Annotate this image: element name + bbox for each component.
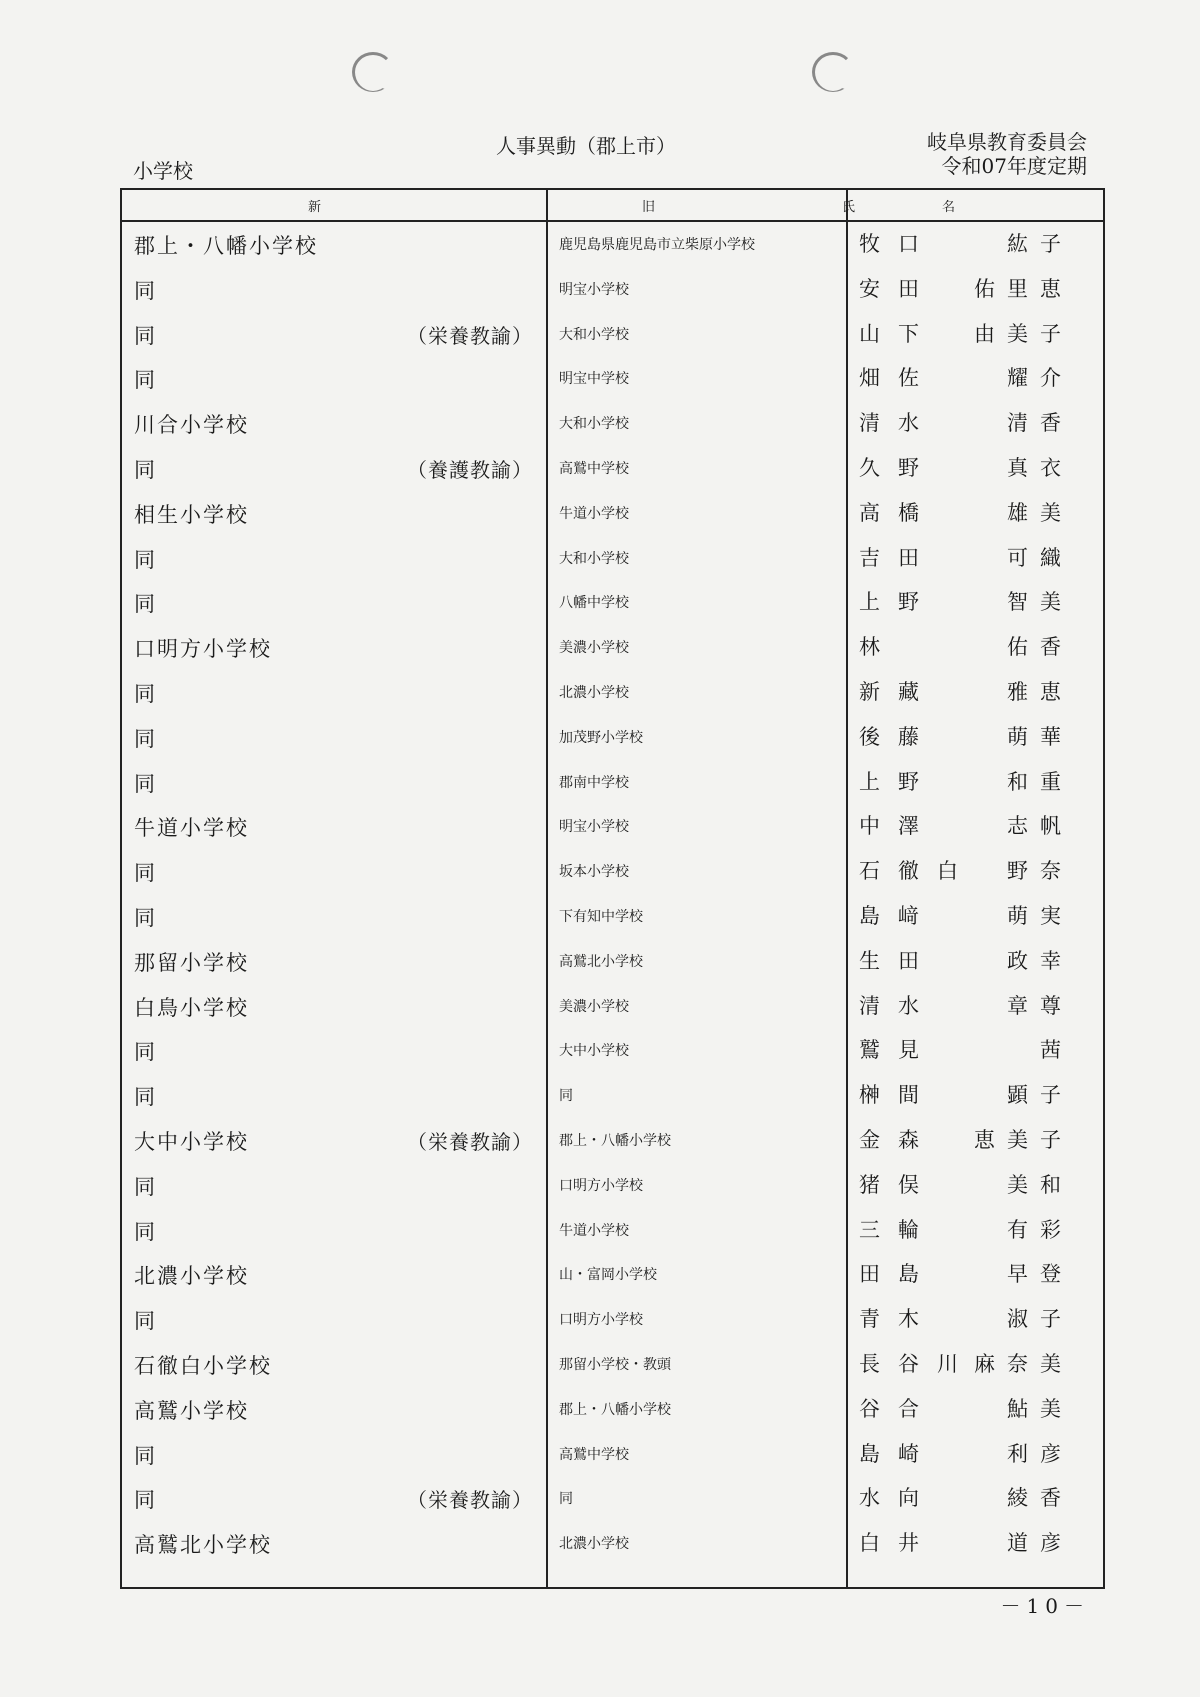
previous-school: 山・富岡小学校 <box>559 1267 657 1284</box>
new-school: 同 <box>134 726 157 751</box>
surname: 中澤 <box>859 814 937 839</box>
page-title: 人事異動（郡上市） <box>496 134 676 158</box>
table-row <box>122 1521 1103 1566</box>
new-school: 同 <box>134 771 157 796</box>
role-label: （栄養教諭） <box>407 1488 533 1513</box>
table-row <box>122 1297 1103 1342</box>
table-row <box>122 1432 1103 1477</box>
surname: 久野 <box>859 455 937 480</box>
surname: 新藏 <box>859 679 937 704</box>
role-label: （栄養教諭） <box>407 1129 533 1154</box>
new-school: 同 <box>134 368 157 393</box>
given-name: 顕子 <box>1007 1083 1073 1108</box>
given-name: 茜 <box>1040 1038 1073 1063</box>
given-name: 恵美子 <box>974 1127 1073 1152</box>
table-row <box>122 1028 1103 1073</box>
role-label: （栄養教諭） <box>407 323 533 348</box>
previous-school: 牛道小学校 <box>559 505 629 522</box>
previous-school: 那留小学校・教頭 <box>559 1356 671 1373</box>
previous-school: 郡上・八幡小学校 <box>559 1132 671 1149</box>
column-header-new: 新 <box>308 200 322 215</box>
previous-school: 北濃小学校 <box>559 1536 629 1553</box>
surname: 鷲見 <box>859 1038 937 1063</box>
table-row <box>122 491 1103 536</box>
given-name: 佑香 <box>1007 635 1073 660</box>
surname: 吉田 <box>859 545 937 570</box>
table-row <box>122 1387 1103 1432</box>
given-name: 綾香 <box>1007 1486 1073 1511</box>
given-name: 道彦 <box>1007 1531 1073 1556</box>
surname: 高橋 <box>859 500 937 525</box>
given-name: 可織 <box>1007 545 1073 570</box>
given-name: 真衣 <box>1007 455 1073 480</box>
new-school: 那留小学校 <box>134 950 249 975</box>
table-row <box>122 401 1103 446</box>
given-name: 紘子 <box>1007 232 1073 256</box>
new-school: 同 <box>134 547 157 572</box>
given-name: 智美 <box>1007 590 1073 615</box>
previous-school: 明宝中学校 <box>559 371 629 388</box>
previous-school: 高鷲中学校 <box>559 1446 629 1463</box>
surname: 上野 <box>859 590 937 615</box>
table-row <box>122 670 1103 715</box>
previous-school: 下有知中学校 <box>559 908 643 925</box>
surname: 島﨑 <box>859 903 937 928</box>
role-label: （養護教諭） <box>407 457 533 482</box>
new-school: 白鳥小学校 <box>134 995 249 1020</box>
new-school: 相生小学校 <box>134 502 249 527</box>
previous-school: 美濃小学校 <box>559 998 629 1015</box>
previous-school: 口明方小学校 <box>559 1177 643 1194</box>
surname: 石徹白 <box>859 859 976 884</box>
surname: 清水 <box>859 993 937 1018</box>
table-row <box>122 1342 1103 1387</box>
given-name: 政幸 <box>1007 948 1073 973</box>
given-name: 有彩 <box>1007 1217 1073 1242</box>
given-name: 早登 <box>1007 1262 1073 1287</box>
surname: 榊間 <box>859 1083 937 1108</box>
given-name: 佑里恵 <box>974 276 1073 301</box>
table-row <box>122 984 1103 1029</box>
org-block <box>927 130 1087 178</box>
previous-school: 高鷲北小学校 <box>559 953 643 970</box>
table-row <box>122 715 1103 760</box>
new-school: 同 <box>134 1488 157 1513</box>
column-header-old: 旧 <box>642 200 656 215</box>
new-school: 高鷲北小学校 <box>134 1533 272 1558</box>
table-row <box>122 446 1103 491</box>
new-school: 同 <box>134 278 157 303</box>
column-header-name-1: 氏 <box>842 200 856 215</box>
surname: 畑佐 <box>859 366 937 391</box>
surname: 上野 <box>859 769 937 794</box>
table-row <box>122 536 1103 581</box>
given-name: 萌華 <box>1007 724 1073 749</box>
table-row <box>122 1208 1103 1253</box>
surname: 猪俣 <box>859 1172 937 1197</box>
new-school: 口明方小学校 <box>134 637 272 662</box>
previous-school: 大中小学校 <box>559 1043 629 1060</box>
previous-school: 口明方小学校 <box>559 1312 643 1329</box>
previous-school: 高鷲中学校 <box>559 460 629 477</box>
given-name: 耀介 <box>1007 366 1073 391</box>
table-row <box>122 1073 1103 1118</box>
given-name: 萌実 <box>1007 903 1073 928</box>
previous-school: 明宝小学校 <box>559 819 629 836</box>
new-school: 同 <box>134 592 157 617</box>
given-name: 和重 <box>1007 769 1073 794</box>
punch-hole-mark <box>352 52 394 92</box>
table-row <box>122 804 1103 849</box>
surname: 後藤 <box>859 724 937 749</box>
previous-school: 坂本小学校 <box>559 864 629 881</box>
table-row <box>122 625 1103 670</box>
period-label: 令和07年度定期 <box>941 154 1087 178</box>
given-name: 淑子 <box>1007 1307 1073 1332</box>
new-school: 同 <box>134 861 157 886</box>
table-row <box>122 580 1103 625</box>
new-school: 同 <box>134 1219 157 1244</box>
surname: 三輪 <box>859 1217 937 1242</box>
surname: 生田 <box>859 948 937 973</box>
previous-school: 同 <box>559 1491 573 1508</box>
given-name: 章尊 <box>1007 993 1073 1018</box>
surname: 山下 <box>859 321 937 346</box>
previous-school: 同 <box>559 1088 573 1105</box>
previous-school: 加茂野小学校 <box>559 729 643 746</box>
previous-school: 大和小学校 <box>559 416 629 433</box>
new-school: 北濃小学校 <box>134 1264 249 1289</box>
new-school: 石徹白小学校 <box>134 1353 272 1378</box>
page-number: －10－ <box>1000 1594 1090 1618</box>
previous-school: 大和小学校 <box>559 326 629 343</box>
table-row <box>122 222 1103 267</box>
given-name: 雅恵 <box>1007 679 1073 704</box>
table-row <box>122 1118 1103 1163</box>
previous-school: 郡南中学校 <box>559 774 629 791</box>
new-school: 牛道小学校 <box>134 816 249 841</box>
table-row <box>122 894 1103 939</box>
given-name: 清香 <box>1007 411 1073 436</box>
new-school: 同 <box>134 1309 157 1334</box>
given-name: 麻奈美 <box>974 1351 1073 1376</box>
surname: 島崎 <box>859 1441 937 1466</box>
new-school: 同 <box>134 1040 157 1065</box>
new-school: 同 <box>134 323 157 348</box>
column-header-name-2: 名 <box>942 200 956 215</box>
surname: 田島 <box>859 1262 937 1287</box>
given-name: 野奈 <box>1007 859 1073 884</box>
new-school: 高鷲小学校 <box>134 1398 249 1423</box>
surname: 白井 <box>859 1531 937 1556</box>
surname: 清水 <box>859 411 937 436</box>
given-name: 利彦 <box>1007 1441 1073 1466</box>
new-school: 川合小学校 <box>134 413 249 438</box>
previous-school: 美濃小学校 <box>559 640 629 657</box>
table-row <box>122 356 1103 401</box>
punch-hole-mark <box>812 52 854 92</box>
new-school: 同 <box>134 1085 157 1110</box>
previous-school: 明宝小学校 <box>559 281 629 298</box>
new-school: 同 <box>134 905 157 930</box>
surname: 青木 <box>859 1307 937 1332</box>
section-label: 小学校 <box>133 159 193 183</box>
new-school: 同 <box>134 457 157 482</box>
surname: 林 <box>859 635 898 660</box>
previous-school: 鹿児島県鹿児島市立柴原小学校 <box>559 237 755 253</box>
org-name: 岐阜県教育委員会 <box>927 130 1087 154</box>
previous-school: 牛道小学校 <box>559 1222 629 1239</box>
table-row <box>122 760 1103 805</box>
given-name: 雄美 <box>1007 500 1073 525</box>
surname: 長谷川 <box>859 1351 976 1376</box>
table-row <box>122 312 1103 357</box>
surname: 安田 <box>859 276 937 301</box>
new-school: 同 <box>134 681 157 706</box>
table-row <box>122 1476 1103 1521</box>
previous-school: 郡上・八幡小学校 <box>559 1401 671 1418</box>
table-body <box>122 222 1103 1566</box>
given-name: 鮎美 <box>1007 1396 1073 1421</box>
table-row <box>122 1252 1103 1297</box>
new-school: 同 <box>134 1443 157 1468</box>
surname: 金森 <box>859 1127 937 1152</box>
table-row <box>122 939 1103 984</box>
personnel-table <box>120 188 1105 1589</box>
table-row <box>122 849 1103 894</box>
new-school: 大中小学校 <box>134 1129 249 1154</box>
given-name: 由美子 <box>974 321 1073 346</box>
given-name: 志帆 <box>1007 814 1073 839</box>
given-name: 美和 <box>1007 1172 1073 1197</box>
previous-school: 八幡中学校 <box>559 595 629 612</box>
surname: 谷合 <box>859 1396 937 1421</box>
new-school: 同 <box>134 1174 157 1199</box>
previous-school: 大和小学校 <box>559 550 629 567</box>
surname: 水向 <box>859 1486 937 1511</box>
table-row <box>122 1163 1103 1208</box>
new-school: 郡上・八幡小学校 <box>134 234 318 258</box>
table-row <box>122 267 1103 312</box>
previous-school: 北濃小学校 <box>559 684 629 701</box>
surname: 牧口 <box>859 232 937 256</box>
